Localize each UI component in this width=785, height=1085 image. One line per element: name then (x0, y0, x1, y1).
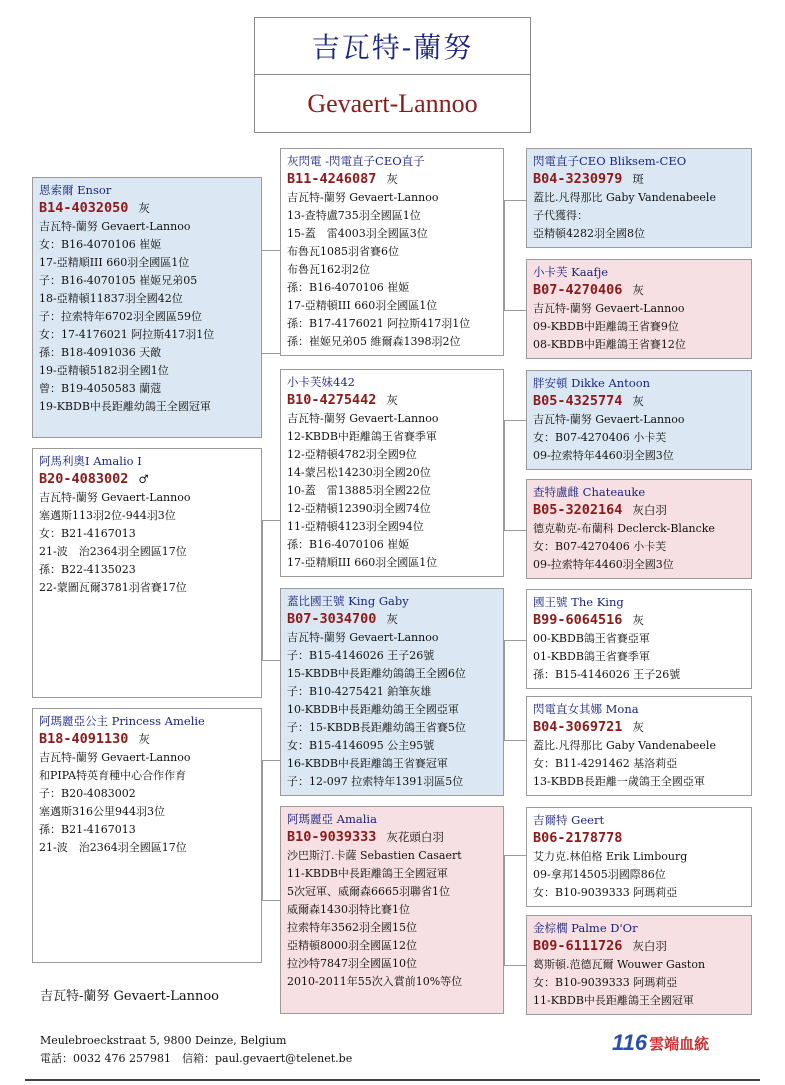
record-line: 孫：B17-4176021 阿拉斯417羽1位 (287, 317, 471, 330)
footer-contact (40, 1032, 352, 1068)
record-line: 21-波 治2364羽全國區17位 (39, 545, 187, 558)
bird-name: 阿瑪麗亞公主 Princess Amelie (39, 714, 205, 728)
record-line: 女：17-4176021 阿拉斯417羽1位 (39, 328, 215, 341)
record-line: 孫：B16-4070106 崔姬 (287, 281, 410, 294)
plumage-color: 灰 (386, 172, 398, 186)
record-line: 08-KBDB中距離鴿王省賽12位 (533, 338, 686, 351)
bird-name: 灰閃電 -閃電直子CEO直子 (287, 154, 425, 168)
record-line: 子：B10-4275421 鉑筆灰雄 (287, 685, 432, 698)
footer-address: Meulebroeckstraat 5, 9800 Deinze, Belgium (40, 1034, 287, 1047)
record-line: 女：B15-4146095 公主95號 (287, 739, 435, 752)
bird-name: 閃電直女其娜 Mona (533, 702, 639, 716)
card-dikke-antoon (526, 370, 752, 470)
record-line: 子：B15-4146026 王子26號 (287, 649, 435, 662)
bird-name: 金棕櫚 Palme D'Or (533, 921, 638, 935)
record-line: 吉瓦特-蘭努 Gevaert-Lannoo (533, 302, 685, 315)
connector (504, 855, 505, 965)
ring-number: B99-6064516 (533, 612, 623, 628)
record-line: 16-KBDB中長距離鴿王省賽冠軍 (287, 757, 448, 770)
ring-number: B07-3034700 (287, 611, 377, 627)
record-line: 09-拉索特年4460羽全國3位 (533, 558, 674, 571)
record-line: 拉索特年3562羽全國15位 (287, 921, 417, 934)
record-line: 女：B16-4070106 崔姬 (39, 238, 162, 251)
bird-name: 胖安頓 Dikke Antoon (533, 376, 651, 390)
record-line: 吉瓦特-蘭努 Gevaert-Lannoo (533, 413, 685, 426)
record-line: 09-KBDB中距離鴿王省賽9位 (533, 320, 679, 333)
card-princess-amelie (32, 708, 262, 963)
logo-text: 雲端血統 (649, 1034, 710, 1053)
record-line: 14-蒙呂松14230羽全國20位 (287, 466, 431, 479)
record-line: 孫：B18-4091036 天敵 (39, 346, 162, 359)
card-little-kaatje-sister (280, 369, 504, 577)
record-line: 女：B07-4270406 小卡芙 (533, 431, 667, 444)
record-line: 18-亞精頓11837羽全國42位 (39, 292, 183, 305)
bottom-divider (25, 1079, 760, 1081)
bird-name: 國王號 The King (533, 595, 624, 609)
record-line: 蓋比.凡得那比 Gaby Vandenabeele (533, 191, 716, 204)
bird-name: 阿馬利奧I Amalio I (39, 454, 142, 468)
connector (262, 760, 263, 900)
record-line: 11-KBDB中長距離鴿王全國冠軍 (533, 994, 694, 1007)
record-line: 子：B20-4083002 (39, 787, 136, 800)
ring-number: B11-4246087 (287, 171, 377, 187)
ring-number: B05-4325774 (533, 393, 623, 409)
ring-number: B09-6111726 (533, 938, 623, 954)
bird-name: 小卡芙妹442 (287, 375, 355, 389)
ring-row (533, 717, 745, 737)
bird-name: 阿瑪麗亞 Amalia (287, 812, 377, 826)
card-king-gaby (280, 588, 504, 796)
ring-number: B10-4275442 (287, 392, 377, 408)
record-line: 布魯瓦1085羽省賽6位 (287, 245, 399, 258)
record-line: 孫：B22-4135023 (39, 563, 136, 576)
record-line: 孫：B15-4146026 王子26號 (533, 668, 681, 681)
ring-row (287, 390, 497, 410)
record-line: 12-KBDB中距離鴿王省賽季軍 (287, 430, 437, 443)
record-line: 17-亞精頓III 660羽全國區1位 (287, 299, 438, 312)
record-line: 吉瓦特-蘭努 Gevaert-Lannoo (39, 491, 191, 504)
connector (504, 420, 526, 421)
plumage-color: ♂ (138, 472, 149, 486)
ring-number: B14-4032050 (39, 200, 129, 216)
ring-number: B20-4083002 (39, 471, 129, 487)
record-line: 亞精頓4282羽全國8位 (533, 227, 645, 240)
ring-number: B04-3069721 (533, 719, 623, 735)
record-line: 19-亞精頓5182羽全國1位 (39, 364, 169, 377)
record-line: 09-拿邦14505羽國際86位 (533, 868, 666, 881)
logo (612, 1030, 709, 1056)
record-line: 女：B11-4291462 基洛莉亞 (533, 757, 678, 770)
record-line: 子：12-097 拉索特年1391羽區5位 (287, 775, 464, 788)
ring-row (533, 500, 745, 520)
record-line: 曾：B19-4050583 蘭蔻 (39, 382, 162, 395)
connector (504, 855, 526, 856)
connector (262, 900, 280, 901)
record-line: 19-KBDB中長距離幼鴿王全國冠軍 (39, 400, 211, 413)
record-line: 13-KBDB長距離一歲鴿王全國亞軍 (533, 775, 705, 788)
ring-row (533, 280, 745, 300)
plumage-color: 灰 (632, 283, 644, 297)
record-line: 12-亞精頓4782羽全國9位 (287, 448, 417, 461)
record-line: 女：B21-4167013 (39, 527, 136, 540)
record-line: 塞邁斯113羽2位-944羽3位 (39, 509, 176, 522)
connector (504, 640, 526, 641)
record-line: 00-KBDB鴿王省賽亞軍 (533, 632, 650, 645)
bird-name: 閃電直子CEO Bliksem-CEO (533, 154, 687, 168)
record-line: 11-亞精頓4123羽全國94位 (287, 520, 424, 533)
ring-row (39, 198, 255, 218)
ring-number: B06-2178778 (533, 830, 623, 846)
record-line: 塞邁斯316公里944羽3位 (39, 805, 165, 818)
record-line: 女：B10-9039333 阿瑪莉亞 (533, 976, 678, 989)
record-line: 威爾森1430羽特比賽1位 (287, 903, 410, 916)
record-line: 15-KBDB中長距離幼鴿鴿王全國6位 (287, 667, 466, 680)
bird-name: 小卡芙 Kaafje (533, 265, 609, 279)
bird-name: 吉爾特 Geert (533, 813, 605, 827)
connector (262, 250, 280, 354)
record-line: 13-查特盧735羽全國區1位 (287, 209, 421, 222)
record-line: 和PIPA特英育種中心合作作育 (39, 769, 187, 782)
ring-row (533, 610, 745, 630)
record-line: 子：B16-4070105 崔姬兄弟05 (39, 274, 198, 287)
record-line: 12-亞精頓12390羽全國74位 (287, 502, 431, 515)
pedigree-title (254, 17, 531, 133)
record-line: 女：B10-9039333 阿瑪莉亞 (533, 886, 678, 899)
record-line: 亞精頓8000羽全國區12位 (287, 939, 417, 952)
logo-number: 116 (612, 1030, 648, 1055)
record-line: 女：B07-4270406 小卡芙 (533, 540, 667, 553)
connector (504, 420, 505, 530)
card-bliksem-ceo (526, 148, 752, 248)
record-line: 17-亞精順III 660羽全國區1位 (39, 256, 190, 269)
plumage-color: 灰 (632, 394, 644, 408)
connector (262, 660, 280, 661)
record-line: 子：拉索特年6702羽全國區59位 (39, 310, 202, 323)
card-palme-dor (526, 915, 752, 1015)
record-line: 2010-2011年55次入賞前10%等位 (287, 975, 463, 988)
record-line: 艾力克.林伯格 Erik Limbourg (533, 850, 688, 863)
record-line: 吉瓦特-蘭努 Gevaert-Lannoo (287, 412, 439, 425)
record-line: 21-波 治2364羽全國區17位 (39, 841, 187, 854)
record-line: 吉瓦特-蘭努 Gevaert-Lannoo (39, 751, 191, 764)
connector (504, 640, 505, 740)
card-geert (526, 807, 752, 907)
bird-name: 蓋比國王號 King Gaby (287, 594, 409, 608)
ring-number: B10-9039333 (287, 829, 377, 845)
plumage-color: 灰白羽 (632, 503, 667, 517)
card-kaatje (526, 259, 752, 359)
record-line: 吉瓦特-蘭努 Gevaert-Lannoo (287, 631, 439, 644)
record-line: 17-亞精順III 660羽全國區1位 (287, 556, 438, 569)
connector (504, 965, 526, 966)
title-english: Gevaert-Lannoo (307, 88, 478, 118)
record-line: 10-KBDB中長距離幼鴿王全國亞軍 (287, 703, 459, 716)
record-line: 5次冠軍、威爾森6665羽聯省1位 (287, 885, 450, 898)
record-line: 孫：B21-4167013 (39, 823, 136, 836)
record-line: 孫：B16-4070106 崔姬 (287, 538, 410, 551)
record-line: 22-蒙圖瓦爾3781羽省賽17位 (39, 581, 187, 594)
plumage-color: 灰 (632, 720, 644, 734)
plumage-color: 灰 (138, 201, 150, 215)
card-amalia (280, 806, 504, 1014)
ring-row (533, 828, 745, 848)
record-line: 子代獲得： (533, 209, 588, 222)
connector (262, 520, 280, 521)
record-line: 子：15-KBDB長距離幼鴿王省賽5位 (287, 721, 466, 734)
record-line: 德克勒克-布蘭科 Declerck-Blancke (533, 522, 715, 535)
connector (262, 520, 263, 660)
card-flash-ceo-son (280, 148, 504, 356)
record-line: 孫：崔姬兄弟05 維爾森1398羽2位 (287, 335, 461, 348)
record-line: 15-蓋 雷4003羽全國區3位 (287, 227, 428, 240)
record-line: 吉瓦特-蘭努 Gevaert-Lannoo (39, 220, 191, 233)
plumage-color: 灰 (632, 613, 644, 627)
plumage-color: 斑 (632, 172, 644, 186)
ring-number: B07-4270406 (533, 282, 623, 298)
ring-number: B18-4091130 (39, 731, 129, 747)
footer-phone-email: 電話：0032 476 257981 信箱：paul.gevaert@telenet.be (40, 1052, 353, 1065)
ring-row (39, 729, 255, 749)
connector (504, 740, 526, 741)
connector (504, 200, 526, 201)
ring-number: B04-3230979 (533, 171, 623, 187)
ring-row (287, 827, 497, 847)
card-chateauke (526, 479, 752, 579)
connector (262, 760, 280, 761)
ring-row (39, 469, 255, 489)
connector (504, 200, 505, 310)
bird-name: 查特盧雌 Chateauke (533, 485, 646, 499)
record-line: 蓋比.凡得那比 Gaby Vandenabeele (533, 739, 716, 752)
plumage-color: 灰白羽 (632, 939, 667, 953)
card-the-king (526, 589, 752, 689)
record-line: 10-蓋 雷13885羽全國22位 (287, 484, 431, 497)
record-line: 拉沙特7847羽全國區10位 (287, 957, 417, 970)
card-mona (526, 696, 752, 796)
record-line: 01-KBDB鴿王省賽季軍 (533, 650, 650, 663)
ring-row (533, 391, 745, 411)
record-line: 布魯瓦162羽2位 (287, 263, 370, 276)
connector (504, 530, 526, 531)
ring-row (287, 169, 497, 189)
plumage-color: 灰 (138, 732, 150, 746)
card-amalio (32, 448, 262, 698)
connector (504, 310, 526, 311)
ring-row (287, 609, 497, 629)
record-line: 吉瓦特-蘭努 Gevaert-Lannoo (287, 191, 439, 204)
footer-breeder-name: 吉瓦特-蘭努 Gevaert-Lannoo (40, 989, 220, 1004)
record-line: 09-拉索特年4460羽全國3位 (533, 449, 674, 462)
plumage-color: 灰 (386, 393, 398, 407)
card-ensor (32, 177, 262, 438)
record-line: 沙巴斯汀.卡薩 Sebastien Casaert (287, 849, 462, 862)
record-line: 葛斯頓.范德瓦爾 Wouwer Gaston (533, 958, 706, 971)
ring-row (533, 169, 745, 189)
bird-name: 恩索爾 Ensor (39, 183, 112, 197)
title-chinese: 吉瓦特-蘭努 (255, 18, 530, 75)
ring-row (533, 936, 745, 956)
ring-number: B05-3202164 (533, 502, 623, 518)
record-line: 11-KBDB中長距離鴿王全國冠軍 (287, 867, 448, 880)
plumage-color: 灰 (386, 612, 398, 626)
plumage-color: 灰花頭白羽 (386, 830, 444, 844)
